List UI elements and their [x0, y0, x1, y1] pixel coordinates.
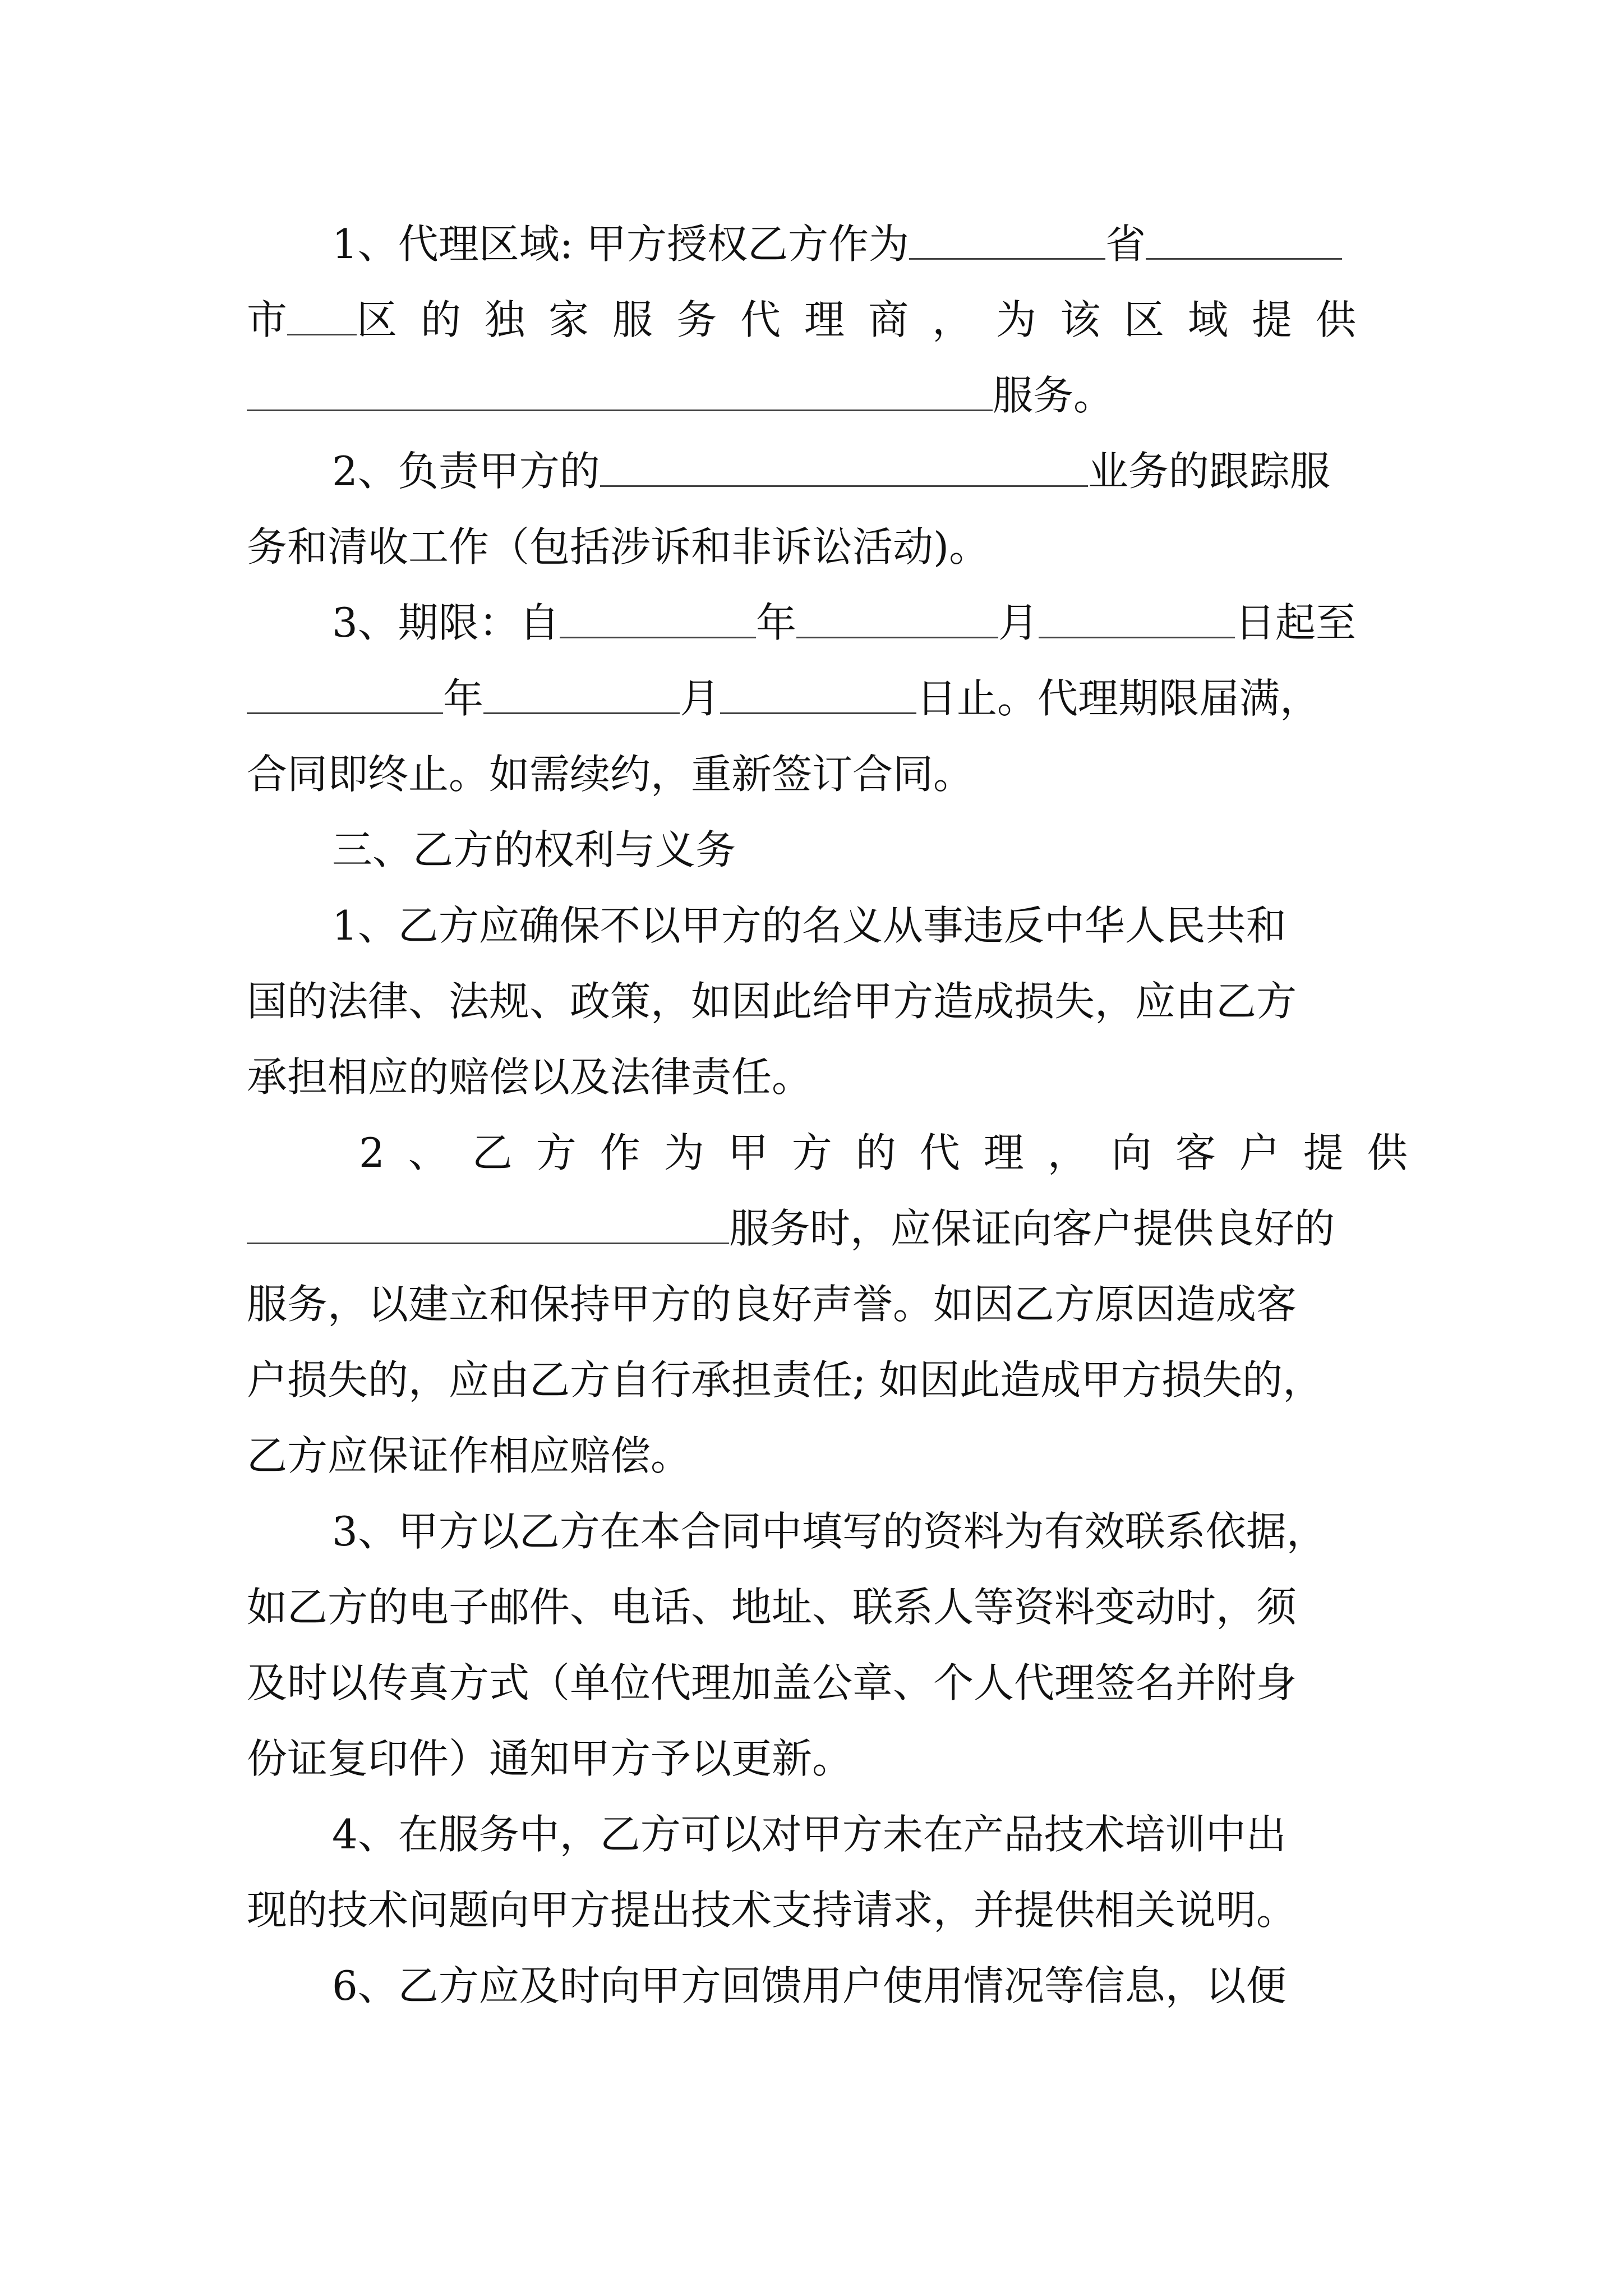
text-segment: 3、期限：自	[332, 599, 560, 646]
section3-clause-6-line-1	[247, 1958, 1380, 2014]
blank-end-day[interactable]	[720, 712, 916, 714]
text-segment: 市	[247, 296, 288, 343]
section-heading	[247, 822, 1380, 878]
blank-start-year[interactable]	[560, 637, 756, 638]
blank-end-year[interactable]	[247, 712, 443, 714]
text-segment: 年	[755, 599, 796, 646]
section3-clause-2-line-1	[247, 1125, 1431, 1181]
text-segment: 2、负责甲方的	[332, 448, 600, 495]
text-segment: 户损失的，应由乙方自行承担责任; 如因此造成甲方损失的，	[247, 1356, 1324, 1404]
clause-1-line-2	[247, 292, 1380, 348]
section3-clause-3-line-2	[247, 1579, 1380, 1635]
text-segment: 3、甲方以乙方在本合同中填写的资料为有效联系依据，	[332, 1508, 1327, 1555]
blank-city[interactable]	[1146, 258, 1342, 260]
clause-1-line-1	[247, 216, 1380, 272]
text-segment: 年	[443, 675, 484, 722]
blank-start-month[interactable]	[796, 637, 998, 638]
blank-service-name[interactable]	[247, 409, 993, 411]
clause-2-line-1	[247, 443, 1380, 499]
text-segment: 服务，以建立和保持甲方的良好声誉。如因乙方原因造成客	[247, 1281, 1297, 1328]
text-segment: 及时以传真方式（单位代理加盖公章、个人代理签名并附身	[247, 1659, 1297, 1706]
blank-start-day[interactable]	[1039, 637, 1235, 638]
section3-clause-3-line-1	[247, 1503, 1380, 1559]
clause-1-line-3	[247, 367, 1380, 424]
text-segment: 月	[998, 599, 1039, 646]
clause-3-line-2	[247, 670, 1380, 726]
text-segment: 省	[1105, 220, 1146, 268]
text-segment: 国的法律、法规、政策，如因此给甲方造成损失，应由乙方	[247, 978, 1297, 1025]
blank-end-month[interactable]	[483, 712, 680, 714]
text-segment: 2、乙方作为甲方的代理，向客户提供	[359, 1129, 1431, 1176]
section3-clause-4-line-1	[247, 1806, 1380, 1862]
blank-business-name[interactable]	[600, 485, 1088, 487]
text-segment: 份证复印件）通知甲方予以更新。	[247, 1735, 853, 1782]
text-segment: 月	[680, 675, 721, 722]
clause-3-line-1	[247, 595, 1380, 651]
text-segment: 日止。代理期限届满，	[916, 675, 1321, 722]
text-segment: 如乙方的电子邮件、电话、地址、联系人等资料变动时，须	[247, 1584, 1297, 1631]
text-segment: 现的技术问题向甲方提出技术支持请求，并提供相关说明。	[247, 1887, 1297, 1934]
text-segment: 承担相应的赔偿以及法律责任。	[247, 1053, 813, 1101]
section3-clause-4-line-2	[247, 1882, 1380, 1938]
section-title: 三、乙方的权利与义务	[332, 826, 736, 873]
text-segment: 服务时，应保证向客户提供良好的	[729, 1205, 1335, 1252]
blank-province[interactable]	[909, 258, 1105, 260]
section3-clause-1-line-3	[247, 1049, 1380, 1105]
blank-provided-service[interactable]	[247, 1243, 729, 1244]
blank-district[interactable]	[287, 334, 357, 335]
text-segment: 乙方应保证作相应赔偿。	[247, 1432, 691, 1479]
text-segment: 服务。	[993, 372, 1114, 419]
clause-3-line-3	[247, 746, 1380, 802]
text-segment: 业务的跟踪服	[1087, 448, 1330, 495]
text-segment: 4、在服务中，乙方可以对甲方未在产品技术培训中出	[332, 1811, 1287, 1858]
text-segment: 6、乙方应及时向甲方回馈用户使用情况等信息，以便	[332, 1962, 1287, 2009]
text-segment: 务和清收工作（包括涉诉和非诉讼活动)。	[247, 523, 990, 570]
section3-clause-1-line-1	[247, 898, 1380, 954]
section3-clause-2-line-2	[247, 1200, 1380, 1257]
text-segment: 日起至	[1234, 599, 1356, 646]
section3-clause-2-line-5	[247, 1428, 1380, 1484]
section3-clause-3-line-4	[247, 1731, 1380, 1787]
text-segment: 区的独家服务代理商，为该区域提供	[356, 296, 1380, 343]
section3-clause-1-line-2	[247, 973, 1380, 1029]
section3-clause-2-line-3	[247, 1276, 1380, 1332]
section3-clause-2-line-4	[247, 1352, 1380, 1408]
clause-2-line-2	[247, 519, 1380, 575]
text-segment: 1、乙方应确保不以甲方的名义从事违反中华人民共和	[332, 902, 1287, 949]
text-segment: 合同即终止。如需续约，重新签订合同。	[247, 751, 974, 798]
section3-clause-3-line-3	[247, 1655, 1380, 1711]
text-segment: 1、代理区域: 甲方授权乙方作为	[332, 220, 909, 268]
